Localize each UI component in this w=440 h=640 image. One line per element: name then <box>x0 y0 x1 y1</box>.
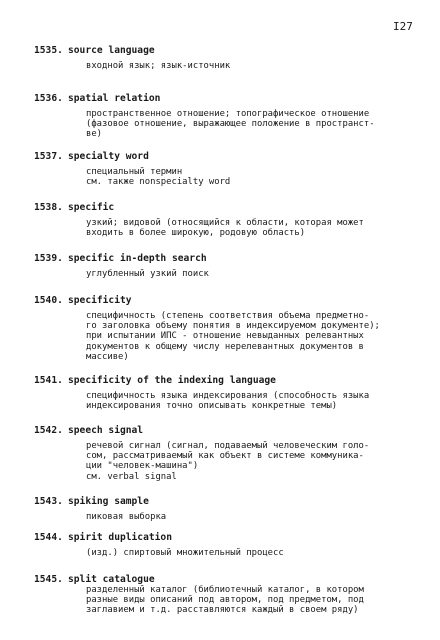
entry-number: 1544. <box>34 532 63 543</box>
term-line <box>34 45 400 56</box>
glossary-entry <box>34 375 400 411</box>
russian-definition <box>86 269 400 279</box>
russian-definition <box>86 167 400 187</box>
english-term: specificity of the indexing language <box>68 375 276 386</box>
glossary-entry <box>34 202 400 238</box>
glossary-entry <box>34 425 400 482</box>
english-term: specific <box>68 202 115 213</box>
term-line <box>34 496 400 507</box>
english-term: split catalogue <box>68 574 155 585</box>
english-term: source language <box>68 45 155 56</box>
russian-definition <box>86 109 400 140</box>
definition-line: специфичность (степень соответствия объема предметно- <box>86 311 370 321</box>
glossary-entry <box>34 532 400 558</box>
glossary-entry <box>34 93 400 140</box>
term-line <box>34 425 400 436</box>
definition-line: разделенный каталог (библиотечный каталог, в котором <box>86 585 364 595</box>
entry-number: 1536. <box>34 93 63 104</box>
term-line <box>34 151 400 162</box>
term-line <box>34 202 400 213</box>
entry-number: 1545. <box>34 574 63 585</box>
entry-number: 1537. <box>34 151 63 162</box>
definition-line: (фазовое отношение, выражающее положение в пространст- <box>86 119 375 130</box>
entry-number: 1543. <box>34 496 63 507</box>
definition-line: пространственное отношение; топографическое отношение <box>86 109 370 119</box>
english-term: specific in-depth search <box>68 253 207 264</box>
definition-line: индексирования точно описывать конкретные темы) <box>86 401 338 412</box>
term-line <box>34 253 400 264</box>
definition-line: массиве) <box>86 351 129 362</box>
definition-line: узкий; видовой (относящийся к области, которая может <box>86 218 364 228</box>
term-line <box>34 295 400 306</box>
english-term: spatial relation <box>68 93 161 104</box>
russian-definition <box>86 441 400 482</box>
glossary-entry <box>34 295 400 362</box>
glossary-entry <box>34 45 400 71</box>
entry-number: 1539. <box>34 253 63 264</box>
term-line <box>34 574 400 585</box>
entry-number: 1540. <box>34 295 63 306</box>
english-term: spiking sample <box>68 496 149 507</box>
entry-number: 1542. <box>34 425 63 436</box>
definition-line: документов к общему числу нерелевантных документов в <box>86 341 364 352</box>
definition-line: см. verbal signal <box>86 471 177 482</box>
definition-line: см. также nonspecialty word <box>86 177 231 188</box>
definition-line: специальный термин <box>86 167 183 177</box>
russian-definition <box>86 548 400 558</box>
russian-definition <box>86 585 400 616</box>
entry-number: 1535. <box>34 45 63 56</box>
definition-line: при испытании ИПС - отношение невыданных релевантных <box>86 331 364 342</box>
definition-line: речевой сигнал (сигнал, подаваемый человеческим голо- <box>86 441 370 451</box>
definition-line: специфичность языка индексирования (способность языка <box>86 391 370 401</box>
english-term: speech signal <box>68 425 144 436</box>
english-term: specialty word <box>68 151 149 162</box>
definition-line: ции "человек-машина") <box>86 461 199 472</box>
definition-line: входной язык; язык-источник <box>86 61 231 71</box>
definition-line: пиковая выборка <box>86 512 167 522</box>
glossary-entry <box>34 574 400 616</box>
russian-definition <box>86 61 400 71</box>
definition-line: входить в более широкую, родовую область) <box>86 228 306 239</box>
definition-line: заглавием и т.д. расставляются каждый в своем ряду) <box>86 605 359 616</box>
term-line <box>34 93 400 104</box>
definition-line: го заголовка объему понятия в индексируемом документе); <box>86 321 380 332</box>
term-line <box>34 375 400 386</box>
glossary-entry <box>34 253 400 279</box>
english-term: spirit duplication <box>68 532 172 543</box>
entry-number: 1541. <box>34 375 63 386</box>
glossary-entry <box>34 151 400 187</box>
entry-number: 1538. <box>34 202 63 213</box>
term-line <box>34 532 400 543</box>
russian-definition <box>86 512 400 522</box>
russian-definition <box>86 391 400 411</box>
english-term: specificity <box>68 295 132 306</box>
definition-line: сом, рассматриваемый как объект в системе коммуника- <box>86 451 364 462</box>
glossary-entry <box>34 496 400 522</box>
definition-line: ве) <box>86 129 103 140</box>
russian-definition <box>86 311 400 362</box>
definition-line: разные виды описаний под автором, под предметом, под <box>86 595 364 606</box>
russian-definition <box>86 218 400 238</box>
definition-line: (изд.) спиртовый множительный процесс <box>86 548 284 558</box>
page-number: I27 <box>393 20 413 33</box>
definition-line: углубленный узкий поиск <box>86 269 209 279</box>
